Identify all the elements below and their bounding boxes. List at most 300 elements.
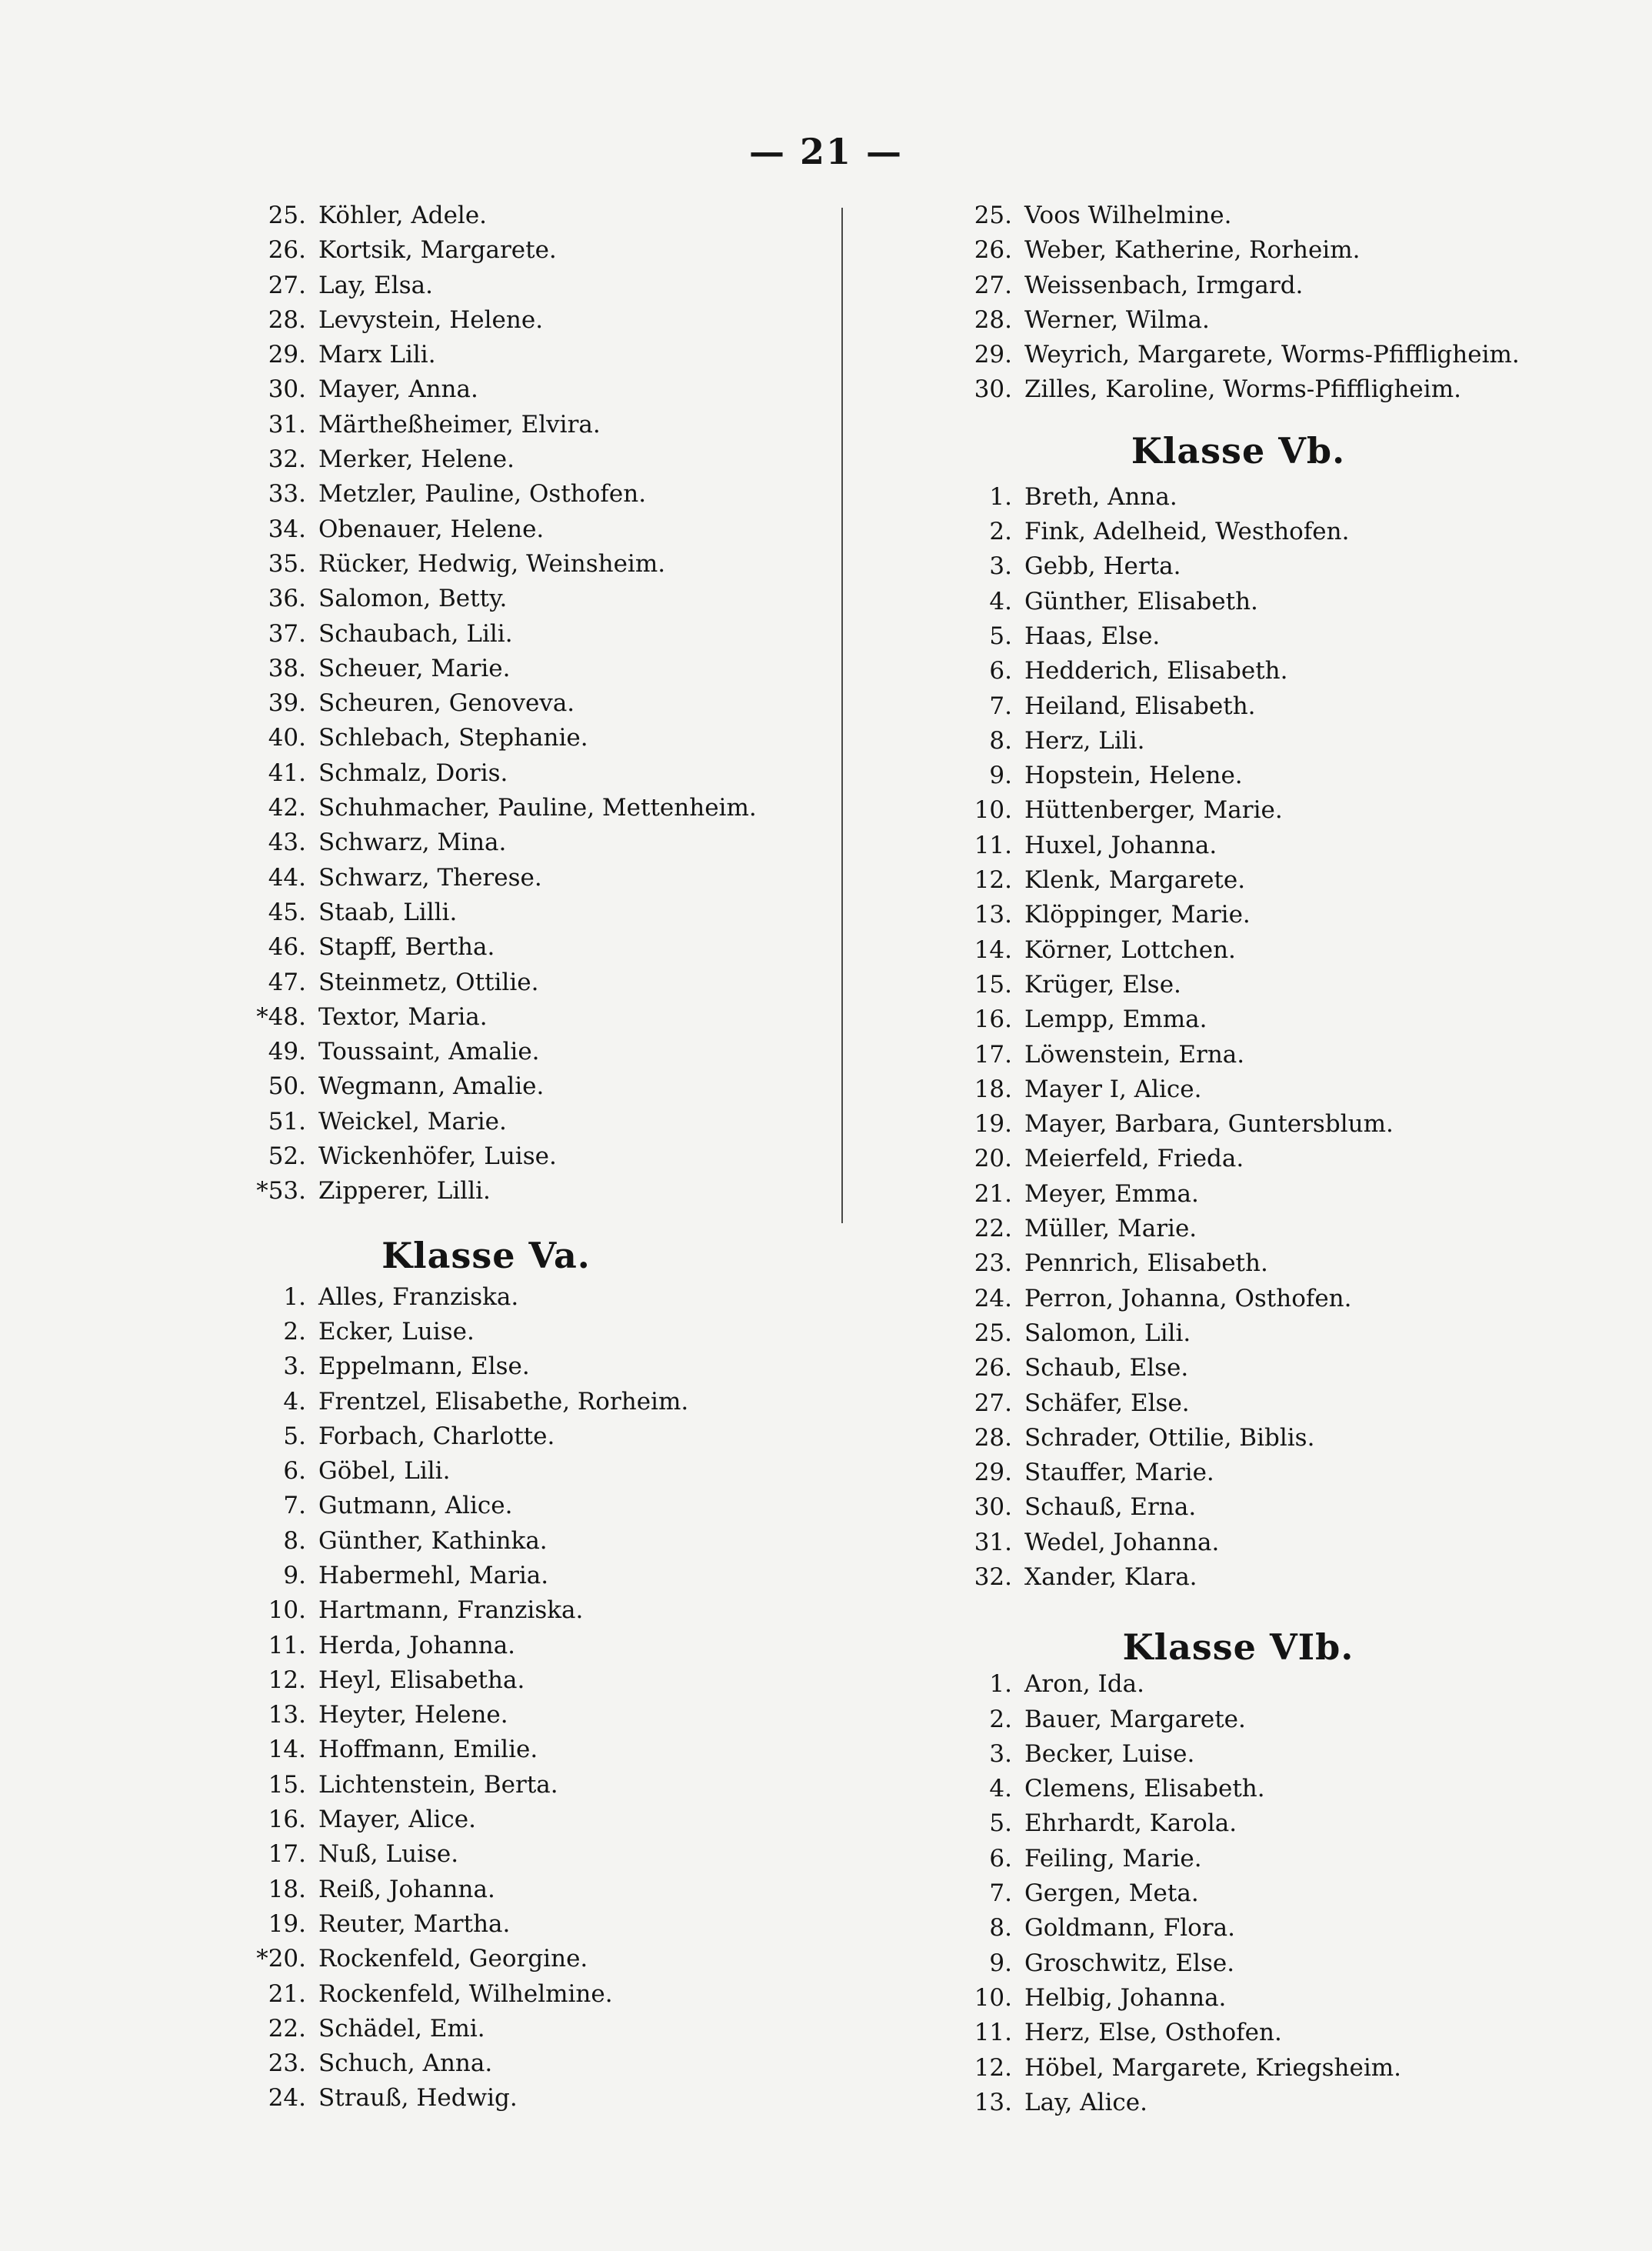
list-item — [931, 1740, 1515, 1775]
list-item — [931, 727, 1515, 762]
student-list-vib — [931, 1670, 1515, 2123]
student-name: Lay, Elsa. — [318, 271, 433, 299]
student-name: Meyer, Emma. — [1024, 1179, 1199, 1208]
class-heading-vb: Klasse Vb. — [1131, 429, 1346, 472]
entry-number: 2. — [283, 1317, 306, 1346]
entry-number: 4. — [989, 1775, 1012, 1803]
list-item — [931, 1879, 1515, 1914]
list-item — [225, 1596, 855, 1631]
student-name: Obenauer, Helene. — [318, 515, 545, 543]
student-name: Krüger, Else. — [1024, 970, 1181, 999]
list-item — [225, 933, 855, 968]
entry-number: 21. — [974, 1179, 1012, 1208]
list-item — [225, 689, 855, 724]
student-name: Heyter, Helene. — [318, 1701, 508, 1729]
entry-number: 26. — [268, 236, 306, 265]
entry-number: 42. — [268, 794, 306, 822]
entry-number: 8. — [283, 1526, 306, 1555]
list-item — [225, 1980, 855, 2015]
list-item — [931, 202, 1515, 236]
list-item — [225, 1562, 855, 1596]
entry-number: 6. — [283, 1457, 306, 1486]
list-item — [225, 969, 855, 1003]
list-item — [931, 1041, 1515, 1075]
student-name: Heyl, Elisabetha. — [318, 1666, 525, 1694]
entry-number: 15. — [974, 970, 1012, 999]
student-name: Werner, Wilma. — [1024, 305, 1210, 334]
student-name: Huxel, Johanna. — [1024, 831, 1217, 859]
student-name: Kortsik, Margarete. — [318, 236, 557, 265]
entry-number: 26. — [974, 1354, 1012, 1382]
student-name: Wedel, Johanna. — [1024, 1528, 1220, 1556]
student-name: Fink, Adelheid, Westhofen. — [1024, 518, 1350, 546]
student-name: Schwarz, Therese. — [318, 863, 542, 892]
student-name: Schwarz, Mina. — [318, 829, 507, 857]
student-name: Schädel, Emi. — [318, 2014, 485, 2043]
student-name: Weickel, Marie. — [318, 1107, 507, 1136]
student-name: Gergen, Meta. — [1024, 1879, 1199, 1908]
list-item — [931, 1670, 1515, 1705]
page-number: — 21 — — [748, 131, 904, 172]
entry-number: 6. — [989, 1844, 1012, 1872]
list-item — [931, 1285, 1515, 1319]
student-name: Mayer, Barbara, Guntersblum. — [1024, 1110, 1394, 1139]
student-name: Frentzel, Elisabethe, Rorheim. — [318, 1387, 689, 1416]
student-name: Göbel, Lili. — [318, 1457, 451, 1486]
list-item — [931, 236, 1515, 271]
entry-number: 17. — [974, 1040, 1012, 1069]
entry-number: 7. — [989, 692, 1012, 720]
list-item — [931, 1845, 1515, 1879]
entry-number: 13. — [974, 2088, 1012, 2116]
list-item — [225, 1142, 855, 1177]
list-item — [931, 1249, 1515, 1284]
list-item — [931, 1563, 1515, 1598]
list-item — [931, 692, 1515, 727]
entry-number: 25. — [974, 202, 1012, 229]
entry-number: 30. — [974, 1493, 1012, 1522]
entry-number: 12. — [974, 2053, 1012, 2082]
student-name: Stapff, Bertha. — [318, 933, 495, 962]
list-item — [931, 1775, 1515, 1809]
list-item — [931, 1354, 1515, 1389]
student-name: Herz, Lili. — [1024, 726, 1145, 755]
student-name: Salomon, Betty. — [318, 585, 508, 613]
list-item — [931, 1984, 1515, 2019]
student-name: Feiling, Marie. — [1024, 1844, 1202, 1872]
student-name: Lichtenstein, Berta. — [318, 1770, 558, 1799]
student-name: Günther, Elisabeth. — [1024, 587, 1258, 615]
entry-number: 27. — [268, 271, 306, 299]
entry-number: 24. — [974, 1284, 1012, 1312]
entry-number: 51. — [268, 1107, 306, 1136]
student-name: Pennrich, Elisabeth. — [1024, 1249, 1268, 1278]
student-list-continued-right — [931, 202, 1520, 411]
list-item — [931, 1949, 1515, 1984]
student-name: Herda, Johanna. — [318, 1631, 516, 1659]
student-name: Schrader, Ottilie, Biblis. — [1024, 1423, 1315, 1452]
student-list-continued — [225, 202, 855, 1212]
entry-number: 49. — [268, 1038, 306, 1066]
entry-number: 27. — [974, 1389, 1012, 1417]
list-item — [225, 550, 855, 585]
student-name: Alles, Franziska. — [318, 1282, 519, 1311]
entry-number: 2. — [989, 1705, 1012, 1733]
entry-number: 13. — [974, 901, 1012, 929]
student-name: Marx Lili. — [318, 341, 436, 369]
list-item — [225, 1457, 855, 1492]
student-name: Scheuer, Marie. — [318, 654, 511, 682]
student-name: Körner, Lottchen. — [1024, 935, 1236, 964]
entry-number: 24. — [268, 2084, 306, 2113]
student-name: Goldmann, Flora. — [1024, 1914, 1235, 1943]
list-item — [225, 1177, 855, 1212]
entry-number: 15. — [268, 1770, 306, 1799]
student-name: Rücker, Hedwig, Weinsheim. — [318, 549, 666, 578]
student-name: Schaubach, Lili. — [318, 619, 513, 648]
left-column — [225, 202, 855, 2119]
entry-number: 5. — [989, 622, 1012, 650]
entry-number: 4. — [283, 1387, 306, 1416]
entry-number: 23. — [268, 2049, 306, 2078]
list-item — [931, 657, 1515, 692]
entry-number: 30. — [974, 375, 1012, 404]
student-name: Herz, Else, Osthofen. — [1024, 2019, 1282, 2047]
student-name: Schaub, Else. — [1024, 1354, 1189, 1382]
list-item — [225, 1388, 855, 1422]
entry-number: 14. — [974, 935, 1012, 964]
entry-number: 39. — [268, 689, 306, 718]
list-item — [931, 622, 1515, 657]
student-name: Hedderich, Elisabeth. — [1024, 657, 1288, 685]
entry-number: 45. — [268, 898, 306, 926]
list-item — [225, 341, 855, 375]
entry-number: 9. — [989, 762, 1012, 790]
entry-number: 29. — [974, 1459, 1012, 1487]
entry-number: 40. — [268, 724, 306, 752]
entry-number: 23. — [974, 1249, 1012, 1278]
student-name: Hüttenberger, Marie. — [1024, 796, 1283, 825]
entry-number: 11. — [268, 1631, 306, 1659]
entry-number: 11. — [974, 2019, 1012, 2047]
entry-number: 46. — [268, 933, 306, 962]
right-column — [931, 202, 1520, 2123]
student-name: Mayer, Alice. — [318, 1806, 476, 1834]
student-name: Eppelmann, Else. — [318, 1352, 530, 1381]
list-item — [225, 1771, 855, 1806]
list-item — [225, 445, 855, 480]
entry-number: 52. — [268, 1142, 306, 1171]
entry-number: 32. — [974, 1562, 1012, 1591]
entry-number: 10. — [974, 1983, 1012, 2012]
student-name: Höbel, Margarete, Kriegsheim. — [1024, 2053, 1402, 2082]
list-item — [931, 1459, 1515, 1493]
student-name: Schuhmacher, Pauline, Mettenheim. — [318, 794, 757, 822]
list-item — [225, 1108, 855, 1142]
student-name: Weissenbach, Irmgard. — [1024, 271, 1304, 299]
student-name: Breth, Anna. — [1024, 482, 1177, 511]
student-name: Hopstein, Helene. — [1024, 762, 1243, 790]
entry-number: 7. — [989, 1879, 1012, 1908]
list-item — [931, 1319, 1515, 1354]
list-item — [931, 1493, 1515, 1528]
list-item — [225, 1527, 855, 1562]
list-item — [225, 1318, 855, 1352]
student-name: Salomon, Lili. — [1024, 1319, 1191, 1347]
student-name: Klenk, Margarete. — [1024, 866, 1246, 895]
student-name: Meierfeld, Frieda. — [1024, 1145, 1244, 1173]
list-item — [931, 832, 1515, 866]
list-item — [225, 1806, 855, 1840]
list-item — [931, 2019, 1515, 2053]
list-item — [225, 864, 855, 899]
list-item — [225, 1492, 855, 1526]
student-name: Strauß, Hedwig. — [318, 2084, 518, 2113]
entry-number: 14. — [268, 1736, 306, 1764]
student-name: Gebb, Herta. — [1024, 552, 1181, 581]
list-item — [225, 272, 855, 306]
entry-number: 22. — [974, 1215, 1012, 1243]
list-item — [225, 724, 855, 759]
entry-number: 25. — [268, 202, 306, 229]
student-name: Steinmetz, Ottilie. — [318, 968, 539, 996]
student-name: Zipperer, Lilli. — [318, 1177, 491, 1206]
list-item — [225, 620, 855, 655]
list-item — [931, 375, 1515, 410]
list-item — [225, 1632, 855, 1666]
entry-number: 50. — [268, 1072, 306, 1101]
student-name: Zilles, Karoline, Worms-Pfiffligheim. — [1024, 375, 1461, 404]
list-item — [931, 1529, 1515, 1563]
list-item — [225, 2015, 855, 2049]
list-item — [225, 375, 855, 410]
list-item — [225, 202, 855, 236]
student-name: Nuß, Luise. — [318, 1840, 459, 1869]
student-name: Mayer I, Alice. — [1024, 1075, 1202, 1103]
list-item — [931, 796, 1515, 831]
student-list-vb — [931, 483, 1515, 1599]
student-name: Reuter, Martha. — [318, 1909, 511, 1938]
list-item — [931, 1215, 1515, 1249]
entry-number: 36. — [268, 585, 306, 613]
list-item — [225, 585, 855, 619]
entry-number: 9. — [283, 1561, 306, 1589]
list-item — [225, 759, 855, 794]
entry-number: 19. — [268, 1909, 306, 1938]
class-heading-vib: Klasse VIb. — [1122, 1626, 1354, 1669]
entry-number: 38. — [268, 654, 306, 682]
student-name: Lempp, Emma. — [1024, 1005, 1207, 1034]
list-item — [931, 866, 1515, 901]
entry-number: 29. — [974, 341, 1012, 369]
student-name: Schauß, Erna. — [1024, 1493, 1197, 1522]
list-item — [225, 1003, 855, 1038]
student-name: Wegmann, Amalie. — [318, 1072, 545, 1101]
list-item — [931, 2054, 1515, 2089]
list-item — [931, 1389, 1515, 1424]
student-name: Helbig, Johanna. — [1024, 1983, 1227, 2012]
list-item — [931, 1809, 1515, 1844]
entry-number: 5. — [989, 1809, 1012, 1838]
list-item — [225, 515, 855, 550]
list-item — [225, 1840, 855, 1875]
student-name: Hartmann, Franziska. — [318, 1596, 584, 1625]
student-name: Märtheßheimer, Elvira. — [318, 410, 601, 439]
entry-number: 26. — [974, 236, 1012, 265]
list-item — [931, 483, 1515, 518]
student-name: Toussaint, Amalie. — [318, 1038, 540, 1066]
list-item — [931, 1145, 1515, 1179]
list-item — [225, 2049, 855, 2084]
entry-number: 12. — [268, 1666, 306, 1694]
entry-number: 21. — [268, 1979, 306, 2008]
entry-number: 18. — [974, 1075, 1012, 1103]
entry-number: 17. — [268, 1840, 306, 1869]
student-name: Clemens, Elisabeth. — [1024, 1775, 1265, 1803]
student-name: Aron, Ida. — [1024, 1670, 1144, 1699]
list-item — [931, 971, 1515, 1005]
list-item — [225, 480, 855, 515]
entry-number: *48. — [256, 1002, 306, 1031]
student-name: Haas, Else. — [1024, 622, 1161, 650]
student-name: Staab, Lilli. — [318, 898, 458, 926]
list-item — [931, 1914, 1515, 1949]
student-name: Rockenfeld, Wilhelmine. — [318, 1979, 613, 2008]
entry-number: 1. — [989, 482, 1012, 511]
student-name: Groschwitz, Else. — [1024, 1949, 1235, 1977]
entry-number: 9. — [989, 1949, 1012, 1977]
student-name: Textor, Maria. — [318, 1002, 488, 1031]
list-item — [931, 552, 1515, 587]
entry-number: 37. — [268, 619, 306, 648]
entry-number: 4. — [989, 587, 1012, 615]
entry-number: 29. — [268, 341, 306, 369]
student-name: Köhler, Adele. — [318, 202, 488, 229]
list-item — [931, 1180, 1515, 1215]
entry-number: 34. — [268, 515, 306, 543]
entry-number: 28. — [974, 1423, 1012, 1452]
student-name: Forbach, Charlotte. — [318, 1422, 555, 1450]
student-name: Schlebach, Stephanie. — [318, 724, 588, 752]
entry-number: 16. — [974, 1005, 1012, 1034]
student-name: Klöppinger, Marie. — [1024, 901, 1251, 929]
entry-number: 3. — [989, 1739, 1012, 1768]
list-item — [931, 1005, 1515, 1040]
student-name: Wickenhöfer, Luise. — [318, 1142, 557, 1171]
entry-number: 43. — [268, 829, 306, 857]
entry-number: 5. — [283, 1422, 306, 1450]
entry-number: 20. — [974, 1145, 1012, 1173]
entry-number: 28. — [974, 305, 1012, 334]
list-item — [931, 762, 1515, 796]
list-item — [225, 1701, 855, 1736]
student-list-va — [225, 1283, 855, 2119]
student-name: Löwenstein, Erna. — [1024, 1040, 1245, 1069]
entry-number: 32. — [268, 445, 306, 474]
entry-number: 44. — [268, 863, 306, 892]
student-name: Rockenfeld, Georgine. — [318, 1945, 588, 1973]
list-item — [931, 518, 1515, 552]
entry-number: 22. — [268, 2014, 306, 2043]
entry-number: *20. — [256, 1945, 306, 1973]
student-name: Perron, Johanna, Osthofen. — [1024, 1284, 1352, 1312]
list-item — [225, 829, 855, 863]
entry-number: 16. — [268, 1806, 306, 1834]
entry-number: 7. — [283, 1492, 306, 1520]
student-name: Stauffer, Marie. — [1024, 1459, 1214, 1487]
list-item — [225, 1876, 855, 1910]
student-name: Bauer, Margarete. — [1024, 1705, 1246, 1733]
student-name: Schäfer, Else. — [1024, 1389, 1190, 1417]
class-heading-va: Klasse Va. — [381, 1234, 591, 1276]
student-name: Merker, Helene. — [318, 445, 515, 474]
list-item — [931, 1706, 1515, 1740]
entry-number: 31. — [974, 1528, 1012, 1556]
list-item — [931, 936, 1515, 971]
entry-number: 8. — [989, 1914, 1012, 1943]
student-name: Xander, Klara. — [1024, 1562, 1197, 1591]
list-item — [225, 236, 855, 271]
student-name: Schuch, Anna. — [318, 2049, 493, 2078]
list-item — [931, 1075, 1515, 1110]
student-name: Habermehl, Maria. — [318, 1561, 549, 1589]
student-name: Ecker, Luise. — [318, 1317, 475, 1346]
entry-number: 30. — [268, 375, 306, 404]
entry-number: 11. — [974, 831, 1012, 859]
entry-number: 13. — [268, 1701, 306, 1729]
student-name: Mayer, Anna. — [318, 375, 478, 404]
entry-number: 33. — [268, 480, 306, 509]
list-item — [931, 1110, 1515, 1145]
entry-number: 12. — [974, 866, 1012, 895]
list-item — [931, 306, 1515, 341]
student-name: Weber, Katherine, Rorheim. — [1024, 236, 1361, 265]
entry-number: 35. — [268, 549, 306, 578]
student-name: Becker, Luise. — [1024, 1739, 1195, 1768]
entry-number: 18. — [268, 1875, 306, 1903]
entry-number: 10. — [268, 1596, 306, 1625]
list-item — [225, 1038, 855, 1072]
student-name: Müller, Marie. — [1024, 1215, 1197, 1243]
list-item — [225, 1283, 855, 1318]
entry-number: 10. — [974, 796, 1012, 825]
entry-number: 3. — [283, 1352, 306, 1381]
list-item — [225, 1352, 855, 1387]
list-item — [225, 411, 855, 445]
entry-number: 25. — [974, 1319, 1012, 1347]
list-item — [931, 341, 1520, 375]
student-name: Schmalz, Doris. — [318, 759, 508, 787]
list-item — [225, 1945, 855, 1979]
student-name: Reiß, Johanna. — [318, 1875, 495, 1903]
list-item — [225, 899, 855, 933]
entry-number: 6. — [989, 657, 1012, 685]
entry-number: 47. — [268, 968, 306, 996]
list-item — [931, 901, 1515, 935]
entry-number: 1. — [989, 1670, 1012, 1699]
student-name: Günther, Kathinka. — [318, 1526, 548, 1555]
student-name: Hoffmann, Emilie. — [318, 1736, 538, 1764]
entry-number: 19. — [974, 1110, 1012, 1139]
student-name: Levystein, Helene. — [318, 305, 544, 334]
student-name: Gutmann, Alice. — [318, 1492, 513, 1520]
entry-number: 27. — [974, 271, 1012, 299]
student-name: Ehrhardt, Karola. — [1024, 1809, 1237, 1838]
entry-number: 2. — [989, 518, 1012, 546]
list-item — [225, 2084, 855, 2119]
student-name: Voos Wilhelmine. — [1024, 202, 1232, 229]
entry-number: 8. — [989, 726, 1012, 755]
